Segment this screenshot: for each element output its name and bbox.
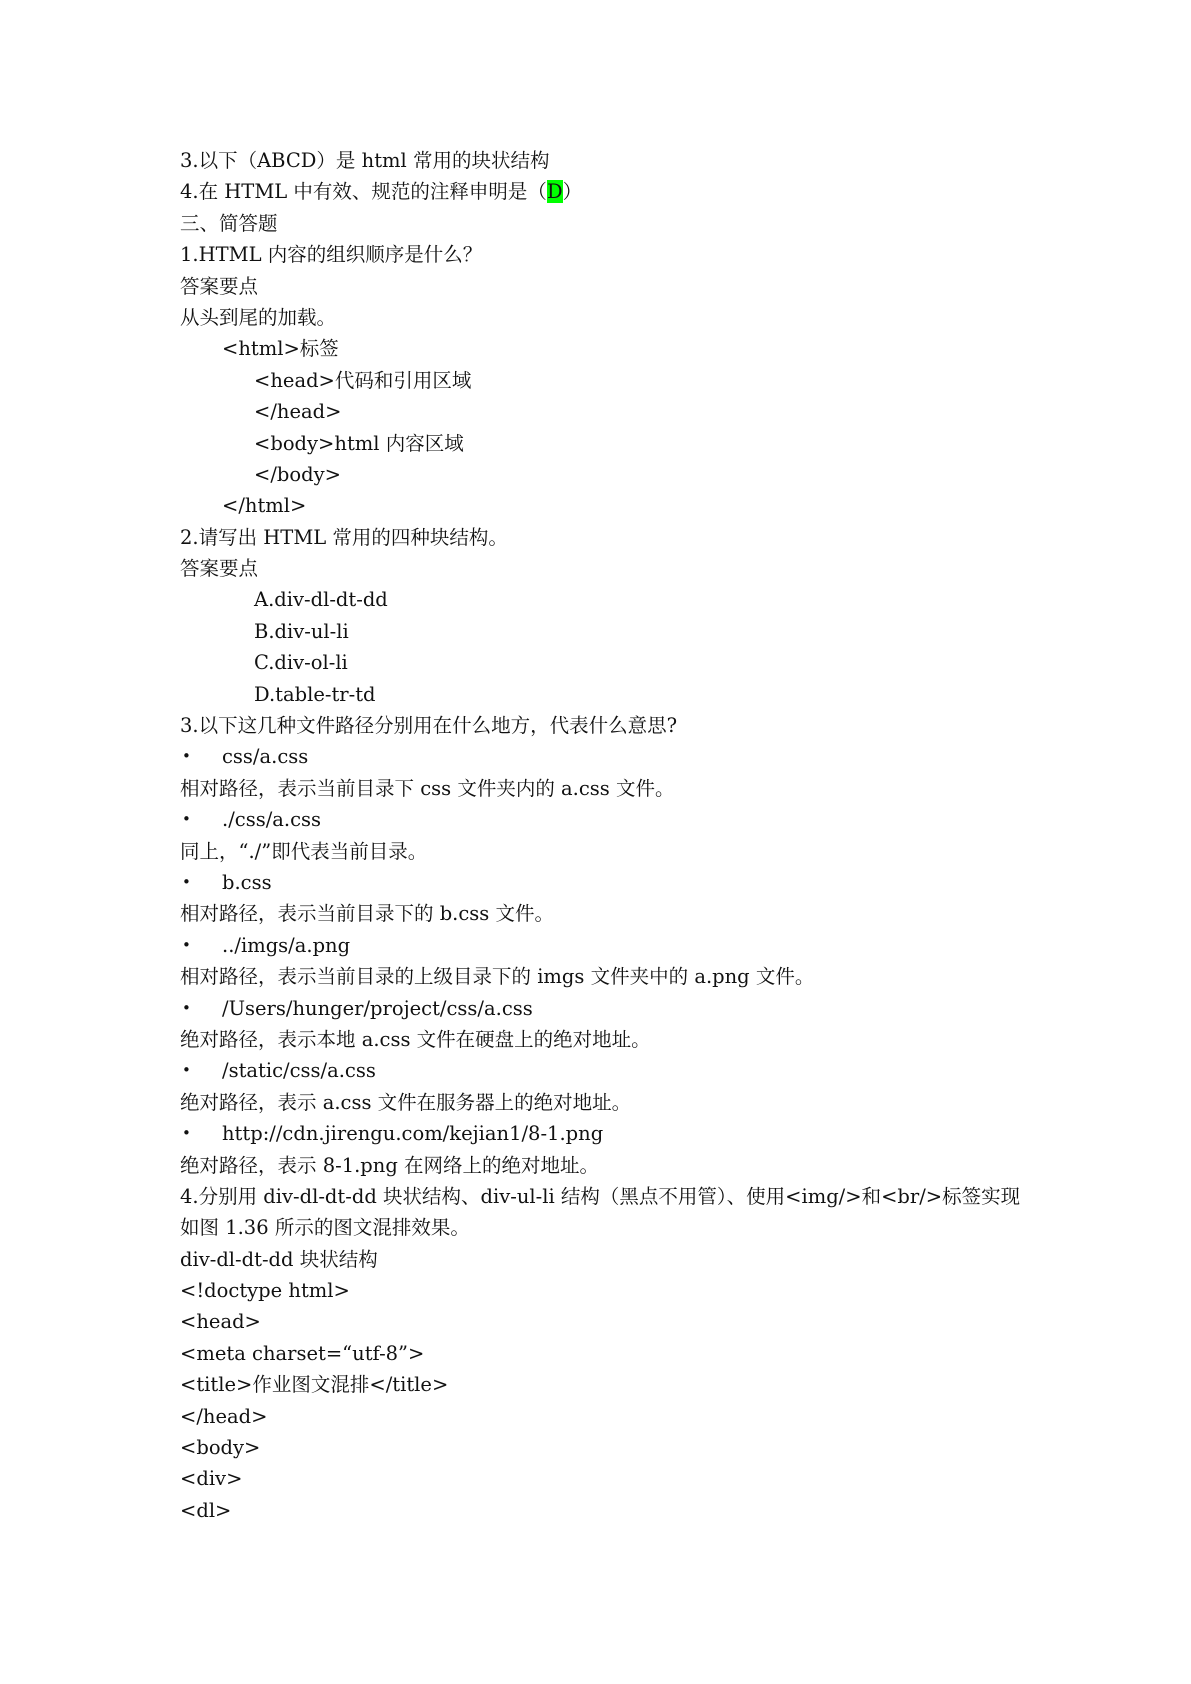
path-explanation: 绝对路径，表示 8-1.png 在网络上的绝对地址。 [180,1153,600,1177]
code-line: <html>标签 [222,337,339,361]
answer-points-label: 答案要点 [180,557,259,581]
answer-points-label: 答案要点 [180,274,259,298]
code-line: <body> [180,1436,261,1460]
bullet-item [180,1118,1060,1149]
path-text: b.css [222,870,272,894]
code-line: </head> [254,400,342,424]
answer-option: C.div-ol-li [254,651,348,675]
question-4-prefix: 4.在 HTML 中有效、规范的注释申明是（ [180,180,547,204]
path-text: /Users/hunger/project/css/a.css [222,996,533,1020]
code-line: </html> [222,494,307,518]
path-explanation: 同上，“./”即代表当前目录。 [180,839,428,863]
code-line: <head>代码和引用区域 [254,368,472,392]
bullet-icon: • [182,747,191,766]
code-line: <dl> [180,1498,232,1522]
path-explanation: 相对路径，表示当前目录的上级目录下的 imgs 文件夹中的 a.png 文件。 [180,965,815,989]
answer-option: A.div-dl-dt-dd [254,588,388,612]
bullet-item [180,867,1060,898]
bullet-item [180,930,1060,961]
path-text: /static/css/a.css [222,1059,376,1083]
path-text: http://cdn.jirengu.com/kejian1/8-1.png [222,1122,604,1146]
code-line: <div> [180,1467,243,1491]
code-line: </head> [180,1404,268,1428]
bullet-icon: • [182,810,191,829]
path-explanation: 绝对路径，表示本地 a.css 文件在硬盘上的绝对地址。 [180,1027,651,1051]
code-line: <title>作业图文混排</title> [180,1373,449,1397]
structure-heading: div-dl-dt-dd 块状结构 [180,1247,378,1271]
path-text: ./css/a.css [222,808,322,832]
bullet-icon: • [182,872,191,891]
code-line: <meta charset=“utf-8”> [180,1341,425,1365]
section-heading: 三、简答题 [180,211,278,235]
code-line: <head> [180,1310,261,1334]
short-question-4-continued: 如图 1.36 所示的图文混排效果。 [180,1216,470,1240]
bullet-item [180,804,1060,835]
code-line: <!doctype html> [180,1279,350,1303]
question-3-text: 3.以下（ABCD）是 html 常用的块状结构 [180,149,550,172]
path-text: css/a.css [222,745,309,769]
code-line: </body> [254,462,341,486]
short-question-1: 1.HTML 内容的组织顺序是什么？ [180,243,483,267]
code-line: <body>html 内容区域 [254,431,464,455]
path-explanation: 相对路径，表示当前目录下 css 文件夹内的 a.css 文件。 [180,776,675,800]
short-question-4: 4.分别用 div-dl-dt-dd 块状结构、div-ul-li 结构（黑点不用管）、使用<img/>和<br/>标签实现 [180,1184,1021,1208]
bullet-icon: • [182,935,191,954]
question-4-suffix: ） [562,180,583,204]
path-explanation: 相对路径，表示当前目录下的 b.css 文件。 [180,902,555,926]
bullet-item [180,1055,1060,1086]
question-4-text [180,176,1060,207]
bullet-icon: • [182,998,191,1017]
document-body [180,145,1060,1526]
short-question-3: 3.以下这几种文件路径分别用在什么地方，代表什么意思? [180,714,678,738]
bullet-item [180,741,1060,772]
bullet-item [180,993,1060,1024]
short-question-2: 2.请写出 HTML 常用的四种块结构。 [180,525,508,549]
path-explanation: 绝对路径，表示 a.css 文件在服务器上的绝对地址。 [180,1090,632,1114]
answer-option: D.table-tr-td [254,682,376,706]
bullet-icon: • [182,1124,191,1143]
answer-option: B.div-ul-li [254,619,349,643]
path-text: ../imgs/a.png [222,933,351,957]
answer-text: 从头到尾的加载。 [180,305,337,329]
question-4-answer-highlight: D [546,180,563,204]
bullet-icon: • [182,1061,191,1080]
